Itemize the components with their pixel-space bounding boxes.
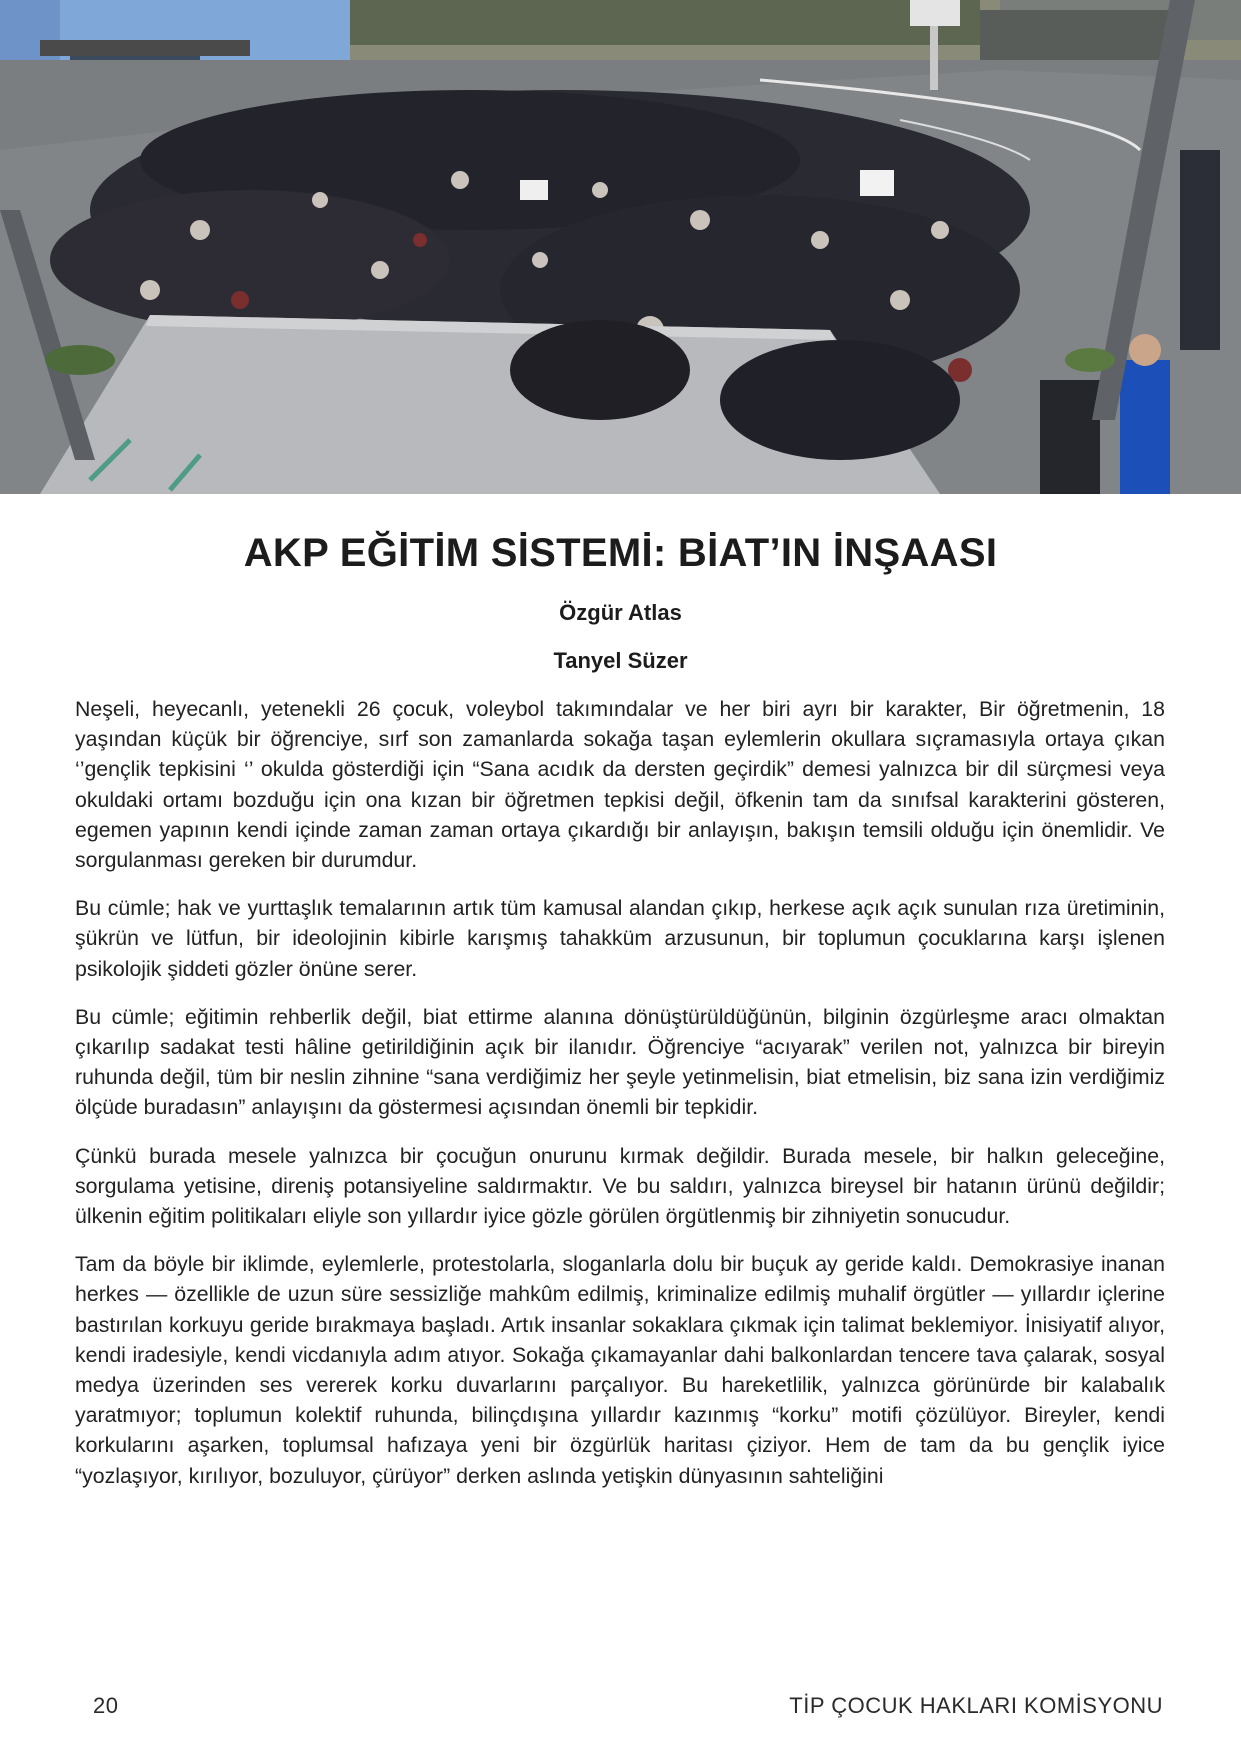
author-name: Özgür Atlas [559, 600, 682, 625]
article-title: AKP EĞİTİM SİSTEMİ: BİAT’IN İNŞAASI [243, 531, 998, 575]
protest-photo-illustration [0, 0, 1241, 494]
footer-organization: TİP ÇOCUK HAKLARI KOMİSYONU [789, 1693, 1163, 1718]
paragraph: Bu cümle; eğitimin rehberlik değil, biat ettirme alanına dönüştürüldüğünün, bilginin özgürleşme aracı olmaktan çıkarılıp sadakat testi hâline getirildiğinin açık bir ilanıdır. Öğrenciye “acıyarak” verilen not, yalnızca bir bireyin ruhunda değil, tüm bir neslin zihnine “sana verdiğimiz her şeyle yetinmelisin, biat etmelisin, biz sana izin verdiğimiz ölçüde buradasın” anlayışını da göstermesi açısından önemli bir tepkidir. [75, 1004, 1165, 1120]
article-body [75, 694, 1165, 1509]
author-name: Tanyel Süzer [553, 648, 688, 673]
paragraph: Çünkü burada mesele yalnızca bir çocuğun onurunu kırmak değildir. Burada mesele, bir halkın geleceğine, sorgulama yetisine, direniş potansiyeline saldırmaktır. Ve bu saldırı, yalnızca bireysel bir hatanın ürünü değildir; ülkenin eğitim politikaları eliyle son yıllardır iyice gözle görülen örgütlenmiş bir zihniyetin sonucudur. [75, 1143, 1165, 1229]
paragraph: Tam da böyle bir iklimde, eylemlerle, protestolarla, sloganlarla dolu bir buçuk ay geride kaldı. Demokrasiye inanan herkes — özellikle de uzun süre sessizliğe mahkûm edilmiş, kriminalize edilmiş muhalif örgütler — yıllardır içlerine bastırılan korkuyu geride bırakmaya başladı. Artık insanlar sokaklara çıkmak için talimat beklemiyor. İnisiyatif alıyor, kendi iradesiyle, kendi vicdanıyla adım atıyor. Sokağa çıkamayanlar dahi balkonlardan tencere tava çalarak, sosyal medya üzerinden ses vererek korku duvarlarını parçalıyor. Bu hareketlilik, yalnızca görünürde bir kalabalık yaratmıyor; toplumun kolektif ruhunda, bilinçdışına yıllardır kazınmış “korku” motifi çözülüyor. Bireyler, kendi korkularını aşarken, toplumsal hafızaya yeni bir özgürlük haritası çiziyor. Hem de tam da bu gençlik iyice “yozlaşıyor, kırılıyor, bozuluyor, çürüyor” derken aslında yetişkin dünyasının sahteliğini [75, 1252, 1165, 1488]
paragraph: Bu cümle; hak ve yurttaşlık temalarının artık tüm kamusal alandan çıkıp, herkese açık açık sunulan rıza üretiminin, şükrün ve lütfun, bir ideolojinin kibirle karışmış tahakküm arzusunun, bir toplumun çocuklarına karşı işlenen psikolojik şiddeti gözler önüne serer. [75, 896, 1165, 981]
header-photo [0, 0, 1241, 494]
paragraph: Neşeli, heyecanlı, yetenekli 26 çocuk, voleybol takımındalar ve her biri ayrı bir karakter, Bir öğretmenin, 18 yaşından küçük bir öğrenciye, sırf son zamanlarda sokağa taşan eylemlerin okullara sıçramasıyla ortaya çıkan ‘’gençlik tepkisini ‘’ okulda gösterdiği için “Sana acıdık da dersten geçirdik” demesi yalnızca bir dil sürçmesi veya okuldaki ortamı bozduğu için ona kızan bir öğretmen tepkisi değil, öfkenin tam da sınıfsal karakterini gösteren, egemen yapının kendi içinde zaman zaman ortaya çıkardığı bir anlayışın, bakışın temsili olduğu için önemlidir. Ve sorgulanması gereken bir durumdur. [75, 697, 1165, 873]
page-number: 20 [93, 1693, 119, 1718]
